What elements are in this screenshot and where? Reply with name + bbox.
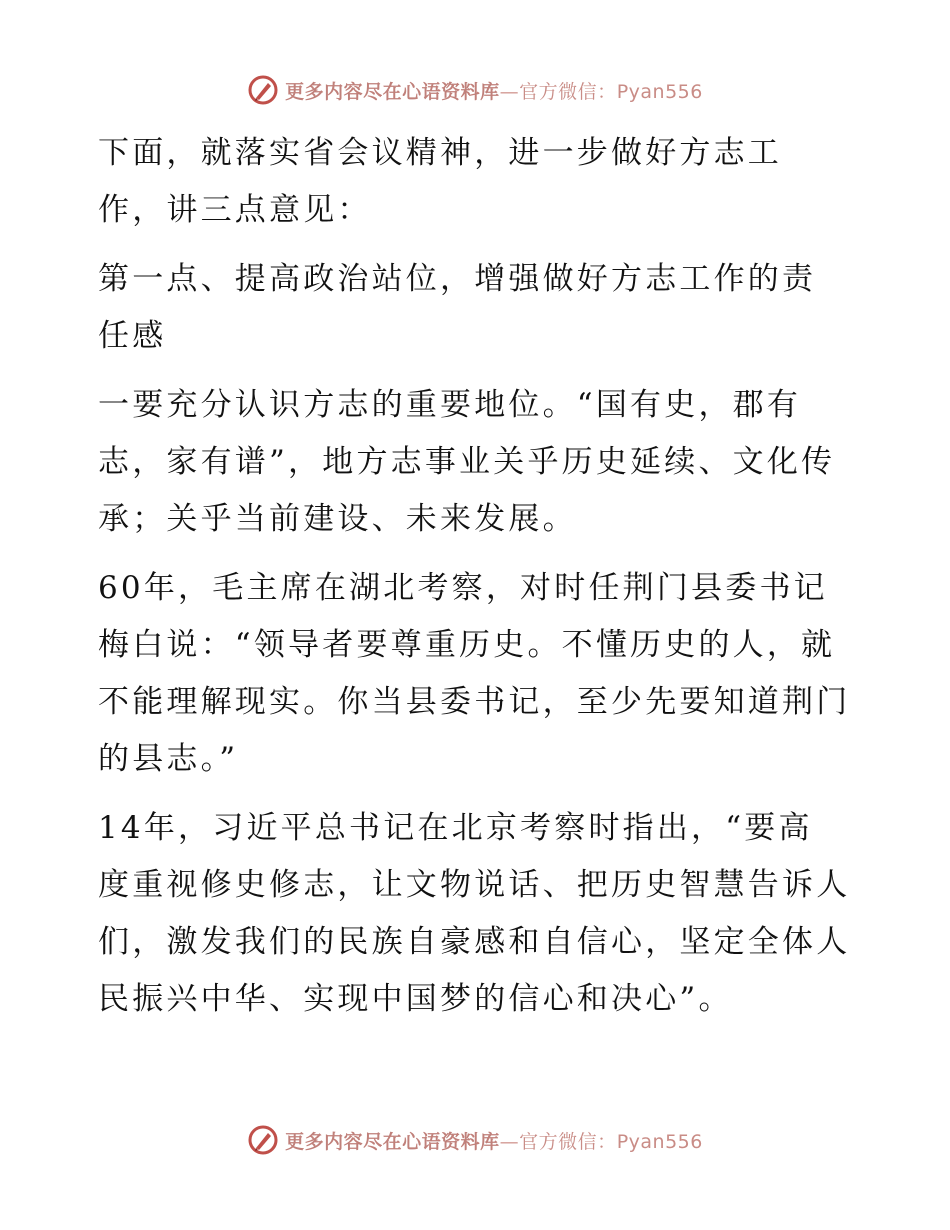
footer-banner (0, 1120, 950, 1160)
header-banner (0, 70, 950, 110)
banner-wechat-id: Pyan556 (616, 80, 703, 103)
paragraph-line: 不能理解现实。你当县委书记，至少先要知道荆门 (98, 684, 851, 720)
banner-text (285, 77, 703, 104)
banner-label: 官方微信： (519, 1130, 617, 1153)
banner-text (285, 1127, 703, 1154)
paragraph-line: 承；关乎当前建设、未来发展。 (98, 501, 577, 537)
paragraph (98, 251, 858, 365)
banner-label: 官方微信： (519, 80, 617, 103)
paragraph-line: 第一点、提高政治站位，增强做好方志工作的责 (98, 261, 817, 297)
paragraph (98, 125, 858, 239)
paragraph-line: 度重视修史修志，让文物说话、把历史智慧告诉人 (98, 867, 851, 903)
pen-circle-logo-icon (247, 74, 279, 106)
pen-circle-logo-icon (247, 1124, 279, 1156)
banner-dash: — (499, 1130, 520, 1153)
paragraph-line: 14年，习近平总书记在北京考察时指出，“要高 (98, 810, 813, 846)
paragraph-line: 梅白说：“领导者要尊重历史。不懂历史的人，就 (98, 627, 836, 663)
paragraph (98, 800, 858, 1028)
paragraph-line: 作，讲三点意见： (98, 192, 372, 228)
document-body (98, 125, 858, 1030)
banner-wechat-id: Pyan556 (616, 1130, 703, 1153)
banner-main-text: 更多内容尽在心语资料库 (285, 1130, 500, 1153)
paragraph-line: 的县志。” (98, 741, 239, 777)
paragraph (98, 560, 858, 788)
paragraph-line: 志，家有谱”，地方志事业关乎历史延续、文化传 (98, 444, 836, 480)
paragraph (98, 377, 858, 548)
paragraph-line: 民振兴中华、实现中国梦的信心和决心”。 (98, 981, 733, 1017)
paragraph-line: 任感 (98, 318, 167, 354)
paragraph-line: 一要充分认识方志的重要地位。“国有史，郡有 (98, 387, 802, 423)
paragraph-line: 下面，就落实省会议精神，进一步做好方志工 (98, 135, 782, 171)
banner-dash: — (499, 80, 520, 103)
paragraph-line: 60年，毛主席在湖北考察，对时任荆门县委书记 (98, 570, 828, 606)
banner-main-text: 更多内容尽在心语资料库 (285, 80, 500, 103)
paragraph-line: 们，激发我们的民族自豪感和自信心，坚定全体人 (98, 924, 851, 960)
